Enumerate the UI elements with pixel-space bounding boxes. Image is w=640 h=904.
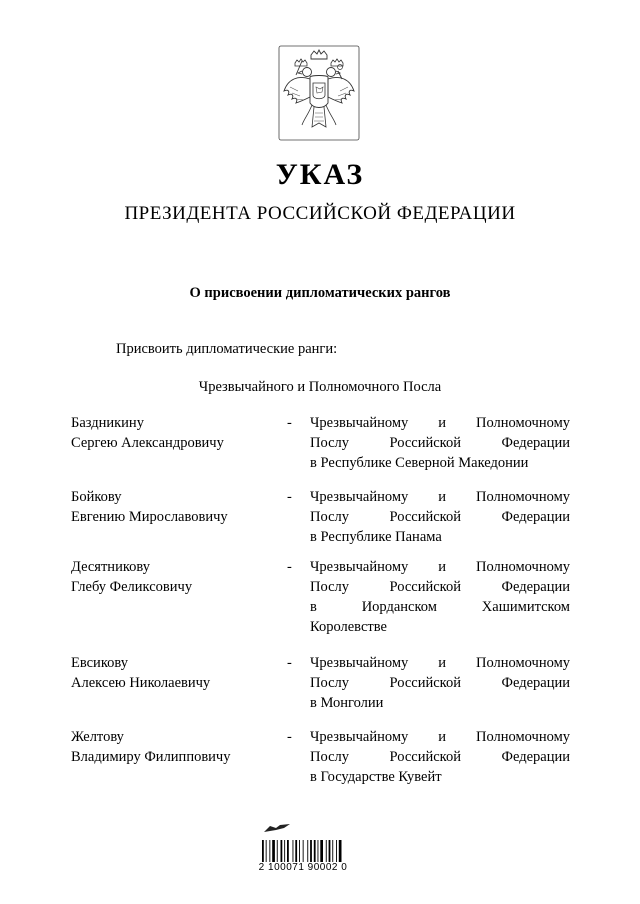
person-name: [71, 653, 210, 693]
appointment-post: [310, 653, 570, 713]
post-line: Чрезвычайному и Полномочному: [310, 729, 570, 745]
person-name: [71, 413, 224, 453]
separator-dash: -: [287, 415, 292, 431]
coat-of-arms-icon: [278, 45, 360, 141]
post-line: в Монголии: [310, 695, 384, 711]
name-line: Глебу Феликсовичу: [71, 579, 193, 595]
barcode-number: 2 100071 90002 0: [258, 862, 348, 873]
intro-text: Присвоить дипломатические ранги:: [116, 341, 338, 357]
barcode-icon: [256, 822, 346, 884]
name-line: Сергею Александровичу: [71, 435, 224, 451]
post-line: Чрезвычайному и Полномочному: [310, 415, 570, 431]
post-line: Чрезвычайному и Полномочному: [310, 559, 570, 575]
appointment-post: [310, 557, 570, 637]
appointment-post: [310, 727, 570, 787]
person-name: [71, 487, 228, 527]
name-line: Евгению Мирославовичу: [71, 509, 228, 525]
post-line: в Государстве Кувейт: [310, 769, 442, 785]
name-line: Евсикову: [71, 655, 128, 671]
appointment-post: [310, 413, 570, 473]
name-line: Алексею Николаевичу: [71, 675, 211, 691]
post-line: Послу Российской Федерации: [310, 749, 570, 765]
document-subject: О присвоении дипломатических рангов: [189, 285, 451, 301]
separator-dash: -: [287, 655, 292, 671]
name-line: Бойкову: [71, 489, 122, 505]
post-line: Королевстве: [310, 619, 387, 635]
post-line: в Республике Панама: [310, 529, 442, 545]
separator-dash: -: [287, 559, 292, 575]
name-line: Желтову: [71, 729, 124, 745]
post-line: Послу Российской Федерации: [310, 579, 570, 595]
document-title: УКАЗ: [275, 158, 365, 191]
separator-dash: -: [287, 489, 292, 505]
separator-dash: -: [287, 729, 292, 745]
post-line: Послу Российской Федерации: [310, 509, 570, 525]
post-line: в Республике Северной Македонии: [310, 455, 529, 471]
person-name: [71, 727, 230, 767]
post-line: Послу Российской Федерации: [310, 435, 570, 451]
name-line: Владимиру Филипповичу: [71, 749, 231, 765]
appointment-post: [310, 487, 570, 547]
name-line: Баздникину: [71, 415, 144, 431]
post-line: Чрезвычайному и Полномочному: [310, 489, 570, 505]
person-name: [71, 557, 192, 597]
post-line: Чрезвычайному и Полномочному: [310, 655, 570, 671]
document-issuer: ПРЕЗИДЕНТА РОССИЙСКОЙ ФЕДЕРАЦИИ: [124, 203, 516, 224]
post-line: в Иорданском Хашимитском: [310, 599, 570, 615]
post-line: Послу Российской Федерации: [310, 675, 570, 691]
rank-heading: Чрезвычайного и Полномочного Посла: [198, 379, 442, 395]
name-line: Десятникову: [71, 559, 150, 575]
